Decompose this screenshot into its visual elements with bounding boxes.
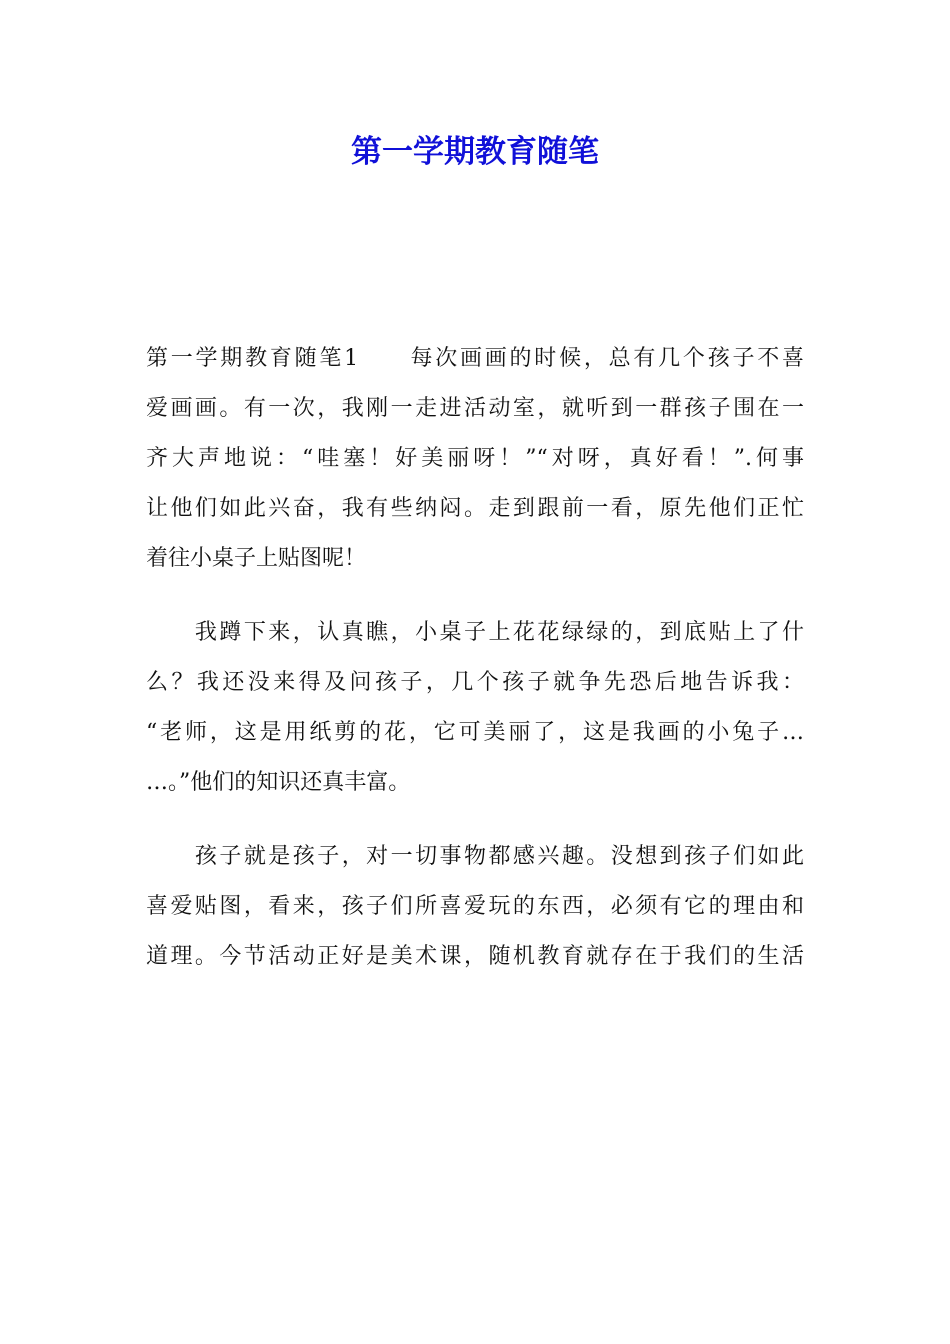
document-title: 第一学期教育随笔: [351, 134, 599, 170]
paragraph-line: 第一学期教育随笔1 每次画画的时候，总有几个孩子不喜: [146, 346, 804, 371]
paragraph-1: [146, 334, 804, 584]
paragraph-3: [146, 832, 804, 982]
paragraph-spacer: [146, 584, 804, 608]
paragraph-line: 爱画画。有一次，我刚一走进活动室，就听到一群孩子围在一: [146, 396, 804, 421]
paragraph-line: 齐大声地说：“哇塞！好美丽呀！”“对呀，真好看！”.何事: [146, 446, 804, 471]
paragraph-2: [146, 608, 804, 808]
paragraph-line: 让他们如此兴奋，我有些纳闷。走到跟前一看，原先他们正忙: [146, 496, 804, 521]
paragraph-line: 着往小桌子上贴图呢！: [146, 546, 367, 571]
paragraph-line: …。”他们的知识还真丰富。: [146, 770, 411, 795]
paragraph-line: 么？我还没来得及问孩子，几个孩子就争先恐后地告诉我：: [146, 670, 804, 695]
paragraph-line: 喜爱贴图，看来，孩子们所喜爱玩的东西，必须有它的理由和: [146, 894, 804, 919]
paragraph-line: “老师，这是用纸剪的花，它可美丽了，这是我画的小兔子…: [146, 720, 804, 745]
paragraph-line: 孩子就是孩子，对一切事物都感兴趣。没想到孩子们如此: [146, 844, 804, 869]
paragraph-line: 我蹲下来，认真瞧，小桌子上花花绿绿的，到底贴上了什: [146, 620, 804, 645]
document-body: [146, 334, 804, 982]
paragraph-spacer: [146, 808, 804, 832]
paragraph-line: 道理。今节活动正好是美术课，随机教育就存在于我们的生活: [146, 944, 804, 969]
